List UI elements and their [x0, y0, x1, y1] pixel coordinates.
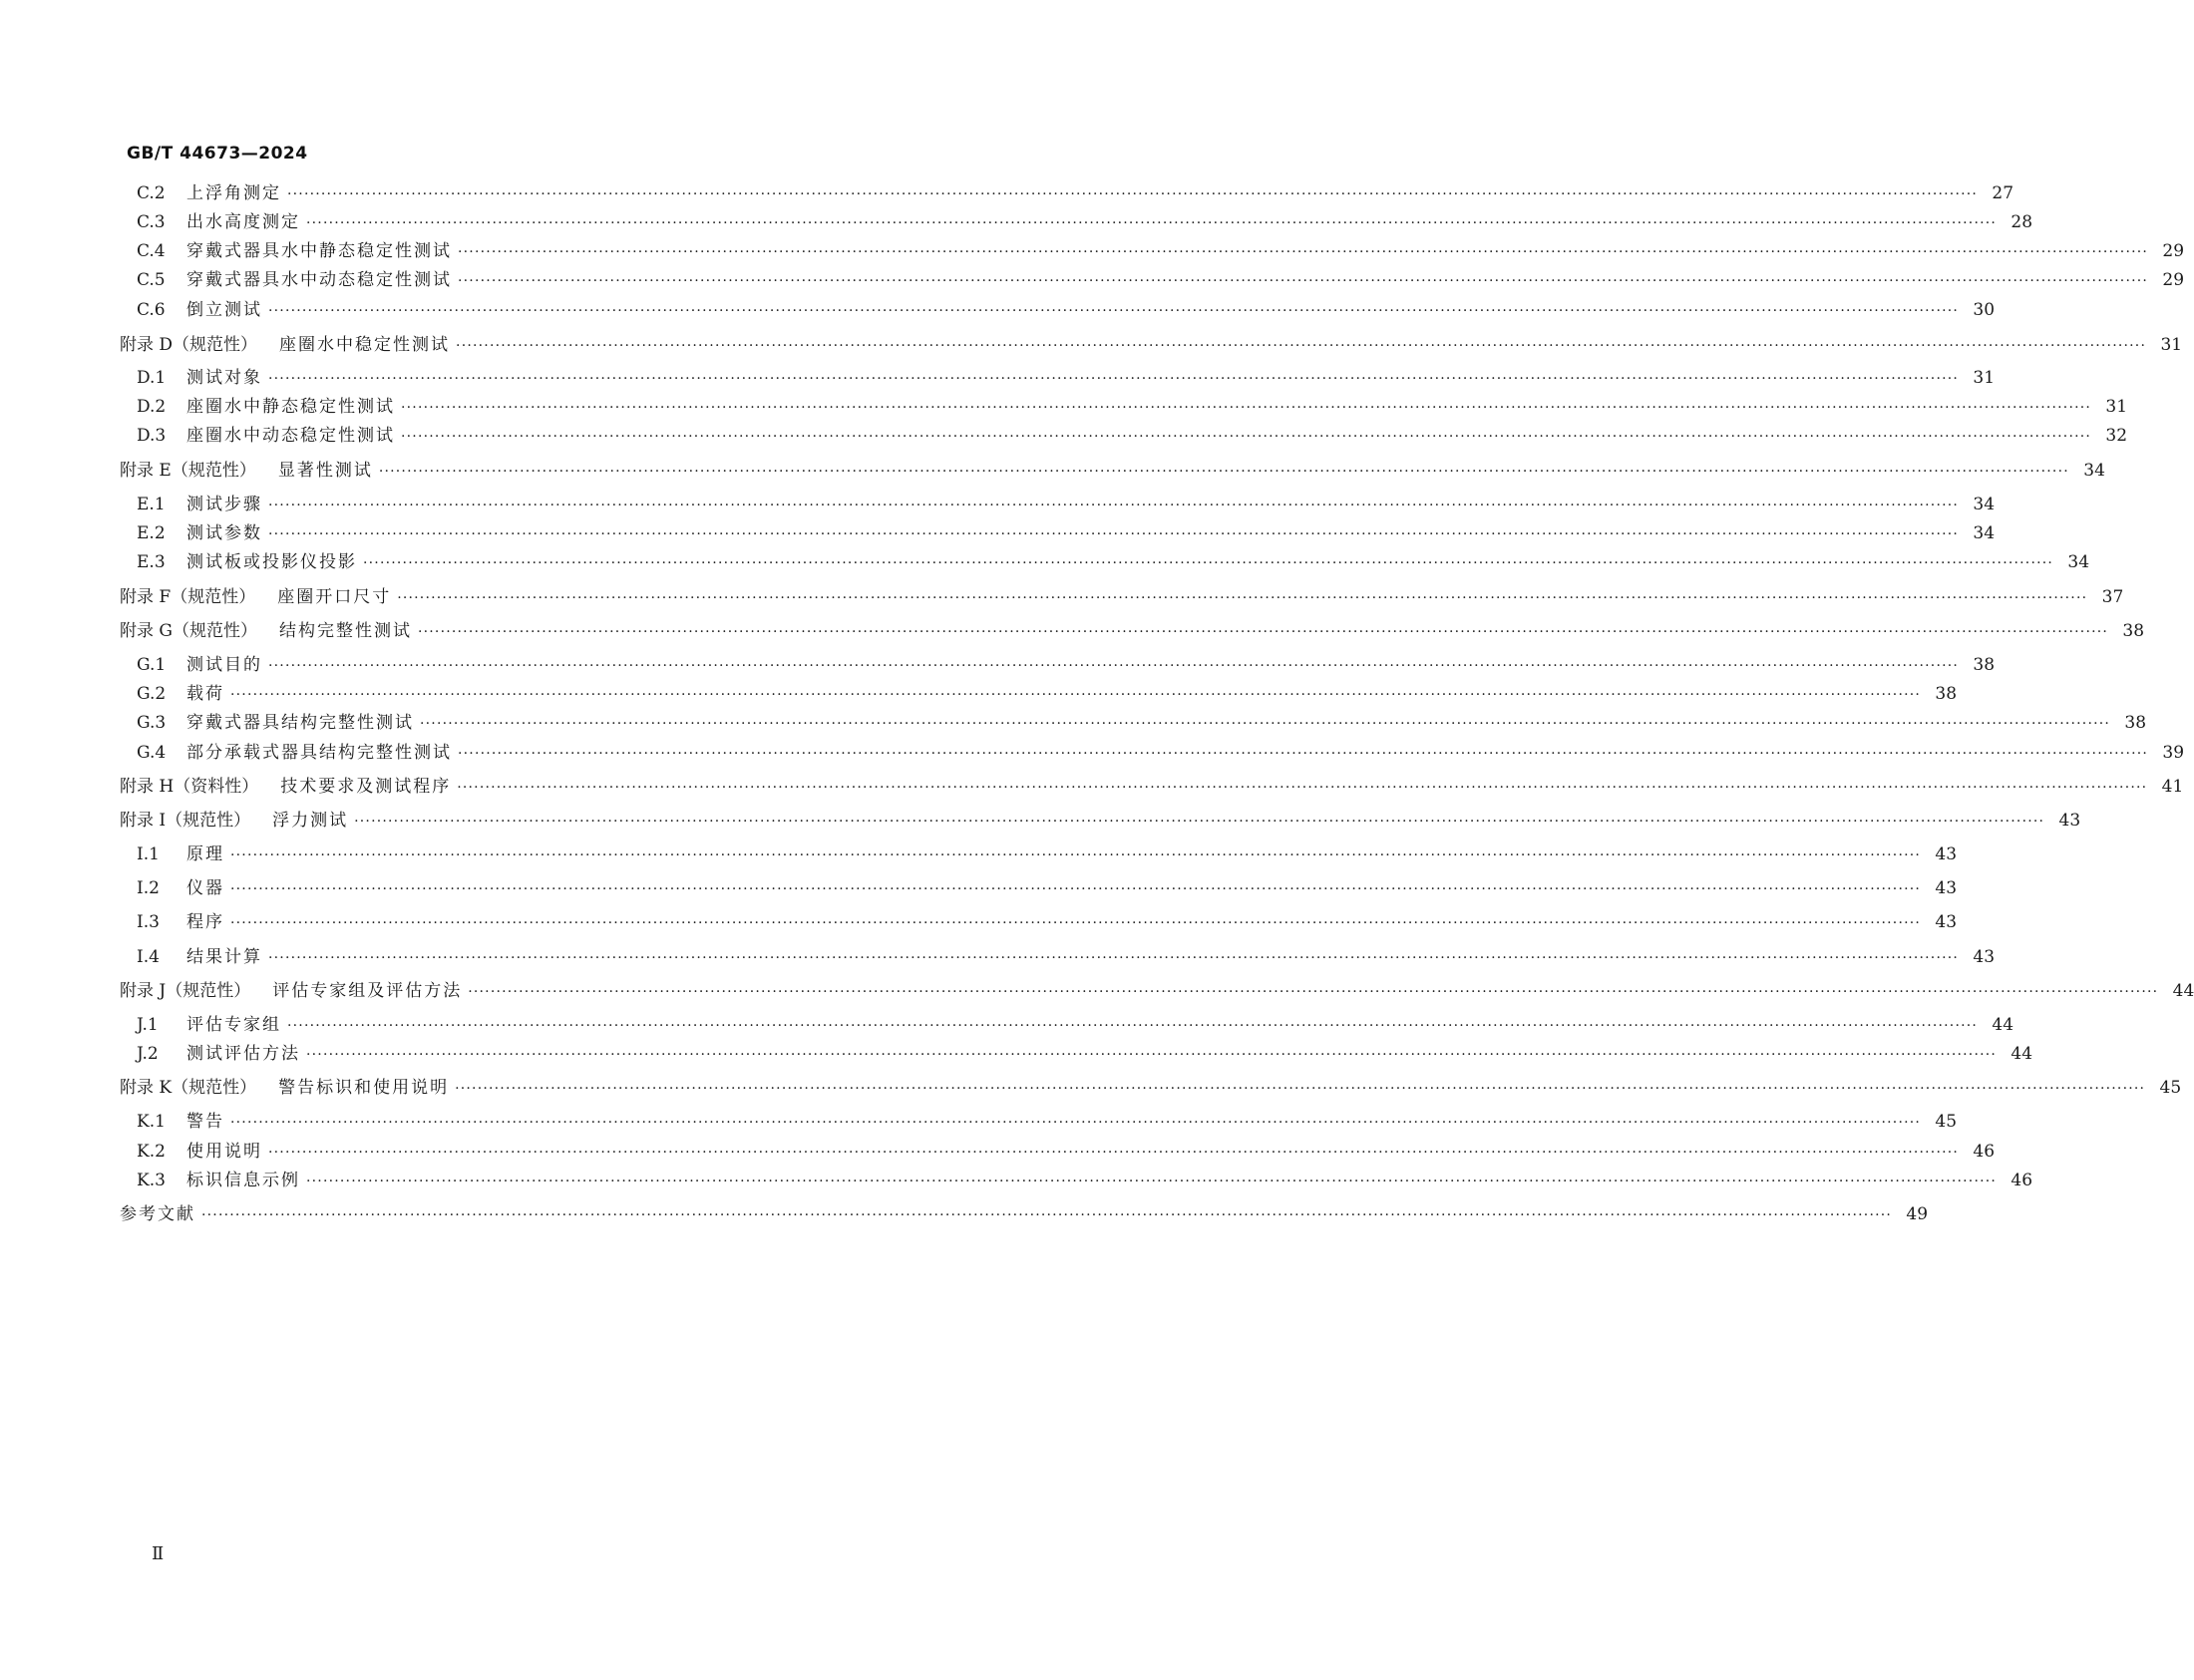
toc-entry-number: E.1 — [137, 495, 166, 514]
toc-entry[interactable] — [120, 978, 2194, 1004]
toc-entry-title: 座圈水中稳定性测试 — [279, 335, 451, 355]
toc-entry-title: 警告标识和使用说明 — [278, 1078, 450, 1098]
toc-entry[interactable] — [137, 740, 2185, 766]
toc-entry-title: 结构完整性测试 — [278, 621, 412, 641]
toc-entry[interactable] — [120, 584, 2124, 610]
toc-dot-leader: ············································································································································································································································································································ — [417, 624, 2109, 640]
toc-entry[interactable] — [120, 458, 2105, 484]
toc-entry-number: C.4 — [137, 241, 166, 261]
toc-dot-leader: ············································································································································································································································································································ — [401, 400, 2092, 416]
toc-dot-leader: ············································································································································································································································································································ — [230, 847, 1922, 863]
toc-dot-leader: ············································································································································································································································································································ — [401, 429, 2092, 445]
toc-entry-number: 附录 F（规范性） — [120, 587, 256, 607]
toc-entry[interactable] — [137, 297, 1996, 323]
toc-entry-number: I.2 — [137, 878, 160, 898]
toc-entry-page-number: 49 — [1906, 1204, 1929, 1224]
toc-entry-page-number: 38 — [1973, 655, 1996, 675]
toc-entry[interactable] — [137, 423, 2128, 449]
toc-entry[interactable] — [137, 944, 1996, 970]
toc-entry-number: C.2 — [137, 183, 166, 203]
toc-entry-title: 部分承载式器具结构完整性测试 — [186, 743, 452, 763]
toc-entry-page-number: 44 — [1992, 1015, 2014, 1035]
toc-entry[interactable] — [137, 267, 2185, 293]
page-number-footer: Ⅱ — [152, 1543, 165, 1564]
toc-entry-number: D.3 — [137, 426, 167, 446]
toc-entry[interactable] — [137, 681, 1958, 707]
standard-number-header: GB/T 44673—2024 — [127, 144, 308, 164]
toc-entry[interactable] — [120, 774, 2184, 800]
toc-entry-page-number: 31 — [2160, 335, 2183, 355]
toc-dot-leader: ············································································································································································································································································································ — [458, 746, 2149, 762]
toc-entry-title: 测试步骤 — [186, 495, 262, 514]
toc-dot-leader: ············································································································································································································································································································ — [287, 1018, 1979, 1034]
toc-entry-page-number: 45 — [1935, 1112, 1958, 1132]
toc-entry[interactable] — [137, 394, 2128, 420]
toc-entry[interactable] — [137, 710, 2147, 736]
toc-entry-number: I.3 — [137, 912, 160, 932]
toc-dot-leader: ············································································································································································································································································································ — [456, 338, 2147, 354]
toc-entry[interactable] — [137, 1109, 1958, 1135]
toc-entry-page-number: 43 — [1935, 912, 1958, 932]
toc-entry-number: I.4 — [137, 947, 160, 967]
toc-dot-leader: ············································································································································································································································································································ — [306, 215, 1998, 231]
toc-dot-leader: ············································································································································································································································································································ — [268, 526, 1960, 542]
toc-entry-title: 程序 — [186, 912, 224, 932]
toc-entry-page-number: 30 — [1973, 300, 1996, 320]
toc-dot-leader: ············································································································································································································································································································ — [268, 1145, 1960, 1161]
toc-dot-leader: ············································································································································································································································································································ — [397, 590, 2088, 606]
toc-entry-title: 评估专家组及评估方法 — [272, 981, 463, 1001]
toc-entry-number: K.3 — [137, 1171, 166, 1190]
toc-entry-title: 显著性测试 — [277, 461, 373, 481]
toc-dot-leader: ············································································································································································································································································································ — [230, 687, 1922, 703]
toc-entry-page-number: 38 — [1935, 684, 1958, 704]
toc-entry-page-number: 43 — [1935, 878, 1958, 898]
toc-entry-page-number: 34 — [2067, 552, 2090, 572]
toc-entry-number: D.2 — [137, 397, 167, 417]
toc-entry-title: 测试对象 — [186, 368, 262, 388]
toc-entry[interactable] — [137, 875, 1958, 901]
toc-entry-title: 座圈开口尺寸 — [277, 587, 392, 607]
toc-entry-number: K.2 — [137, 1142, 166, 1162]
toc-dot-leader: ············································································································································································································································································································ — [268, 303, 1960, 319]
toc-entry-page-number: 44 — [2172, 981, 2194, 1001]
toc-entry[interactable] — [120, 1075, 2182, 1101]
toc-entry-page-number: 31 — [1973, 368, 1996, 388]
toc-entry-page-number: 46 — [2011, 1171, 2033, 1190]
toc-entry-title: 标识信息示例 — [186, 1171, 300, 1190]
toc-dot-leader: ············································································································································································································································································································ — [378, 464, 2069, 480]
toc-entry[interactable] — [137, 209, 2033, 235]
toc-entry[interactable] — [137, 652, 1996, 678]
toc-dot-leader: ············································································································································································································································································································ — [268, 658, 1960, 674]
toc-entry-number: 附录 J（规范性） — [120, 981, 251, 1001]
toc-entry-title: 测试参数 — [186, 523, 262, 543]
toc-entry-page-number: 46 — [1973, 1142, 1996, 1162]
toc-dot-leader: ············································································································································································································································································································ — [363, 555, 2054, 571]
toc-entry-title: 技术要求及测试程序 — [280, 777, 452, 797]
toc-entry-page-number: 32 — [2105, 426, 2128, 446]
toc-entry[interactable] — [120, 1201, 1929, 1227]
toc-entry[interactable] — [120, 618, 2145, 644]
toc-entry-number: 附录 H（资料性） — [120, 777, 259, 797]
toc-entry-number: J.2 — [137, 1044, 159, 1064]
toc-entry-page-number: 39 — [2162, 743, 2185, 763]
toc-dot-leader: ············································································································································································································································································································ — [268, 950, 1960, 966]
toc-entry-title: 穿戴式器具结构完整性测试 — [186, 713, 414, 733]
toc-entry-title: 穿戴式器具水中动态稳定性测试 — [186, 270, 452, 290]
toc-entry[interactable] — [137, 180, 2014, 206]
toc-entry-page-number: 27 — [1992, 183, 2014, 203]
toc-entry-title: 测试目的 — [186, 655, 262, 675]
toc-dot-leader: ············································································································································································································································································································ — [268, 498, 1960, 513]
toc-entry-title: 评估专家组 — [186, 1015, 281, 1035]
toc-entry[interactable] — [137, 520, 1996, 546]
toc-entry[interactable] — [120, 808, 2081, 834]
toc-entry-page-number: 34 — [1973, 495, 1996, 514]
toc-entry-title: 测试板或投影仪投影 — [186, 552, 357, 572]
toc-entry[interactable] — [137, 841, 1958, 867]
toc-entry-title: 参考文献 — [120, 1204, 195, 1224]
toc-entry[interactable] — [137, 909, 1958, 935]
toc-dot-leader: ············································································································································································································································································································ — [201, 1207, 1893, 1223]
toc-dot-leader: ············································································································································································································································································································ — [458, 273, 2149, 289]
toc-entry-title: 结果计算 — [186, 947, 262, 967]
toc-entry-page-number: 34 — [2083, 461, 2105, 481]
toc-entry-title: 穿戴式器具水中静态稳定性测试 — [186, 241, 452, 261]
toc-entry-page-number: 41 — [2161, 777, 2184, 797]
toc-entry-number: I.1 — [137, 844, 160, 864]
toc-entry-number: G.3 — [137, 713, 167, 733]
toc-entry-title: 座圈水中动态稳定性测试 — [186, 426, 395, 446]
toc-entry-page-number: 37 — [2101, 587, 2124, 607]
toc-entry[interactable] — [137, 1041, 2033, 1067]
toc-entry-page-number: 28 — [2011, 212, 2033, 232]
toc-entry[interactable] — [137, 492, 1996, 517]
toc-entry-page-number: 29 — [2162, 241, 2185, 261]
toc-entry-title: 座圈水中静态稳定性测试 — [186, 397, 395, 417]
toc-entry[interactable] — [120, 332, 2183, 358]
toc-entry-title: 警告 — [186, 1112, 224, 1132]
toc-entry-number: 附录 I（规范性） — [120, 811, 251, 831]
toc-entry-number: 附录 G（规范性） — [120, 621, 257, 641]
toc-entry-page-number: 45 — [2159, 1078, 2182, 1098]
toc-entry-title: 出水高度测定 — [186, 212, 300, 232]
toc-entry-title: 上浮角测定 — [186, 183, 281, 203]
toc-dot-leader: ············································································································································································································································································································ — [458, 244, 2149, 260]
toc-dot-leader: ············································································································································································································································································································ — [468, 984, 2159, 1000]
toc-dot-leader: ············································································································································································································································································································ — [420, 716, 2111, 732]
toc-entry-number: D.1 — [137, 368, 167, 388]
toc-entry-title: 使用说明 — [186, 1142, 262, 1162]
toc-entry[interactable] — [137, 1139, 1996, 1165]
toc-entry-number: C.6 — [137, 300, 166, 320]
toc-entry-number: 附录 E（规范性） — [120, 461, 256, 481]
toc-dot-leader: ············································································································································································································································································································ — [230, 881, 1922, 897]
toc-dot-leader: ············································································································································································································································································································ — [268, 371, 1960, 387]
toc-entry-number: C.5 — [137, 270, 166, 290]
toc-dot-leader: ············································································································································································································································································································ — [457, 780, 2148, 796]
toc-dot-leader: ············································································································································································································································································································ — [230, 915, 1922, 931]
toc-entry-title: 浮力测试 — [272, 811, 349, 831]
toc-dot-leader: ············································································································································································································································································································ — [306, 1047, 1998, 1063]
toc-entry[interactable] — [137, 365, 1996, 391]
toc-dot-leader: ············································································································································································································································································································ — [354, 814, 2045, 830]
toc-entry-title: 倒立测试 — [186, 300, 262, 320]
toc-entry[interactable] — [137, 1012, 2014, 1038]
toc-entry-page-number: 34 — [1973, 523, 1996, 543]
toc-dot-leader: ············································································································································································································································································································ — [287, 186, 1979, 202]
toc-entry-title: 载荷 — [186, 684, 224, 704]
toc-entry-number: J.1 — [137, 1015, 159, 1035]
toc-entry-page-number: 29 — [2162, 270, 2185, 290]
toc-entry-page-number: 38 — [2124, 713, 2147, 733]
toc-entry-number: E.2 — [137, 523, 166, 543]
toc-entry-page-number: 43 — [1935, 844, 1958, 864]
toc-entry-number: 附录 D（规范性） — [120, 335, 258, 355]
toc-dot-leader: ············································································································································································································································································································ — [455, 1081, 2146, 1097]
toc-entry-number: G.2 — [137, 684, 167, 704]
toc-entry-page-number: 44 — [2011, 1044, 2033, 1064]
toc-entry-title: 原理 — [186, 844, 224, 864]
toc-entry-title: 测试评估方法 — [186, 1044, 300, 1064]
toc-entry-number: K.1 — [137, 1112, 166, 1132]
toc-dot-leader: ············································································································································································································································································································ — [230, 1115, 1922, 1131]
toc-entry-page-number: 38 — [2122, 621, 2145, 641]
toc-entry-number: E.3 — [137, 552, 166, 572]
toc-entry[interactable] — [137, 549, 2090, 575]
toc-entry-number: 附录 K（规范性） — [120, 1078, 257, 1098]
toc-entry-number: G.1 — [137, 655, 167, 675]
toc-dot-leader: ············································································································································································································································································································ — [306, 1174, 1998, 1189]
toc-entry-page-number: 31 — [2105, 397, 2128, 417]
toc-entry-page-number: 43 — [2058, 811, 2081, 831]
toc-entry-number: C.3 — [137, 212, 166, 232]
toc-entry[interactable] — [137, 238, 2185, 264]
toc-entry-page-number: 43 — [1973, 947, 1996, 967]
toc-entry-number: G.4 — [137, 743, 167, 763]
toc-entry-title: 仪器 — [186, 878, 224, 898]
toc-entry[interactable] — [137, 1168, 2033, 1193]
